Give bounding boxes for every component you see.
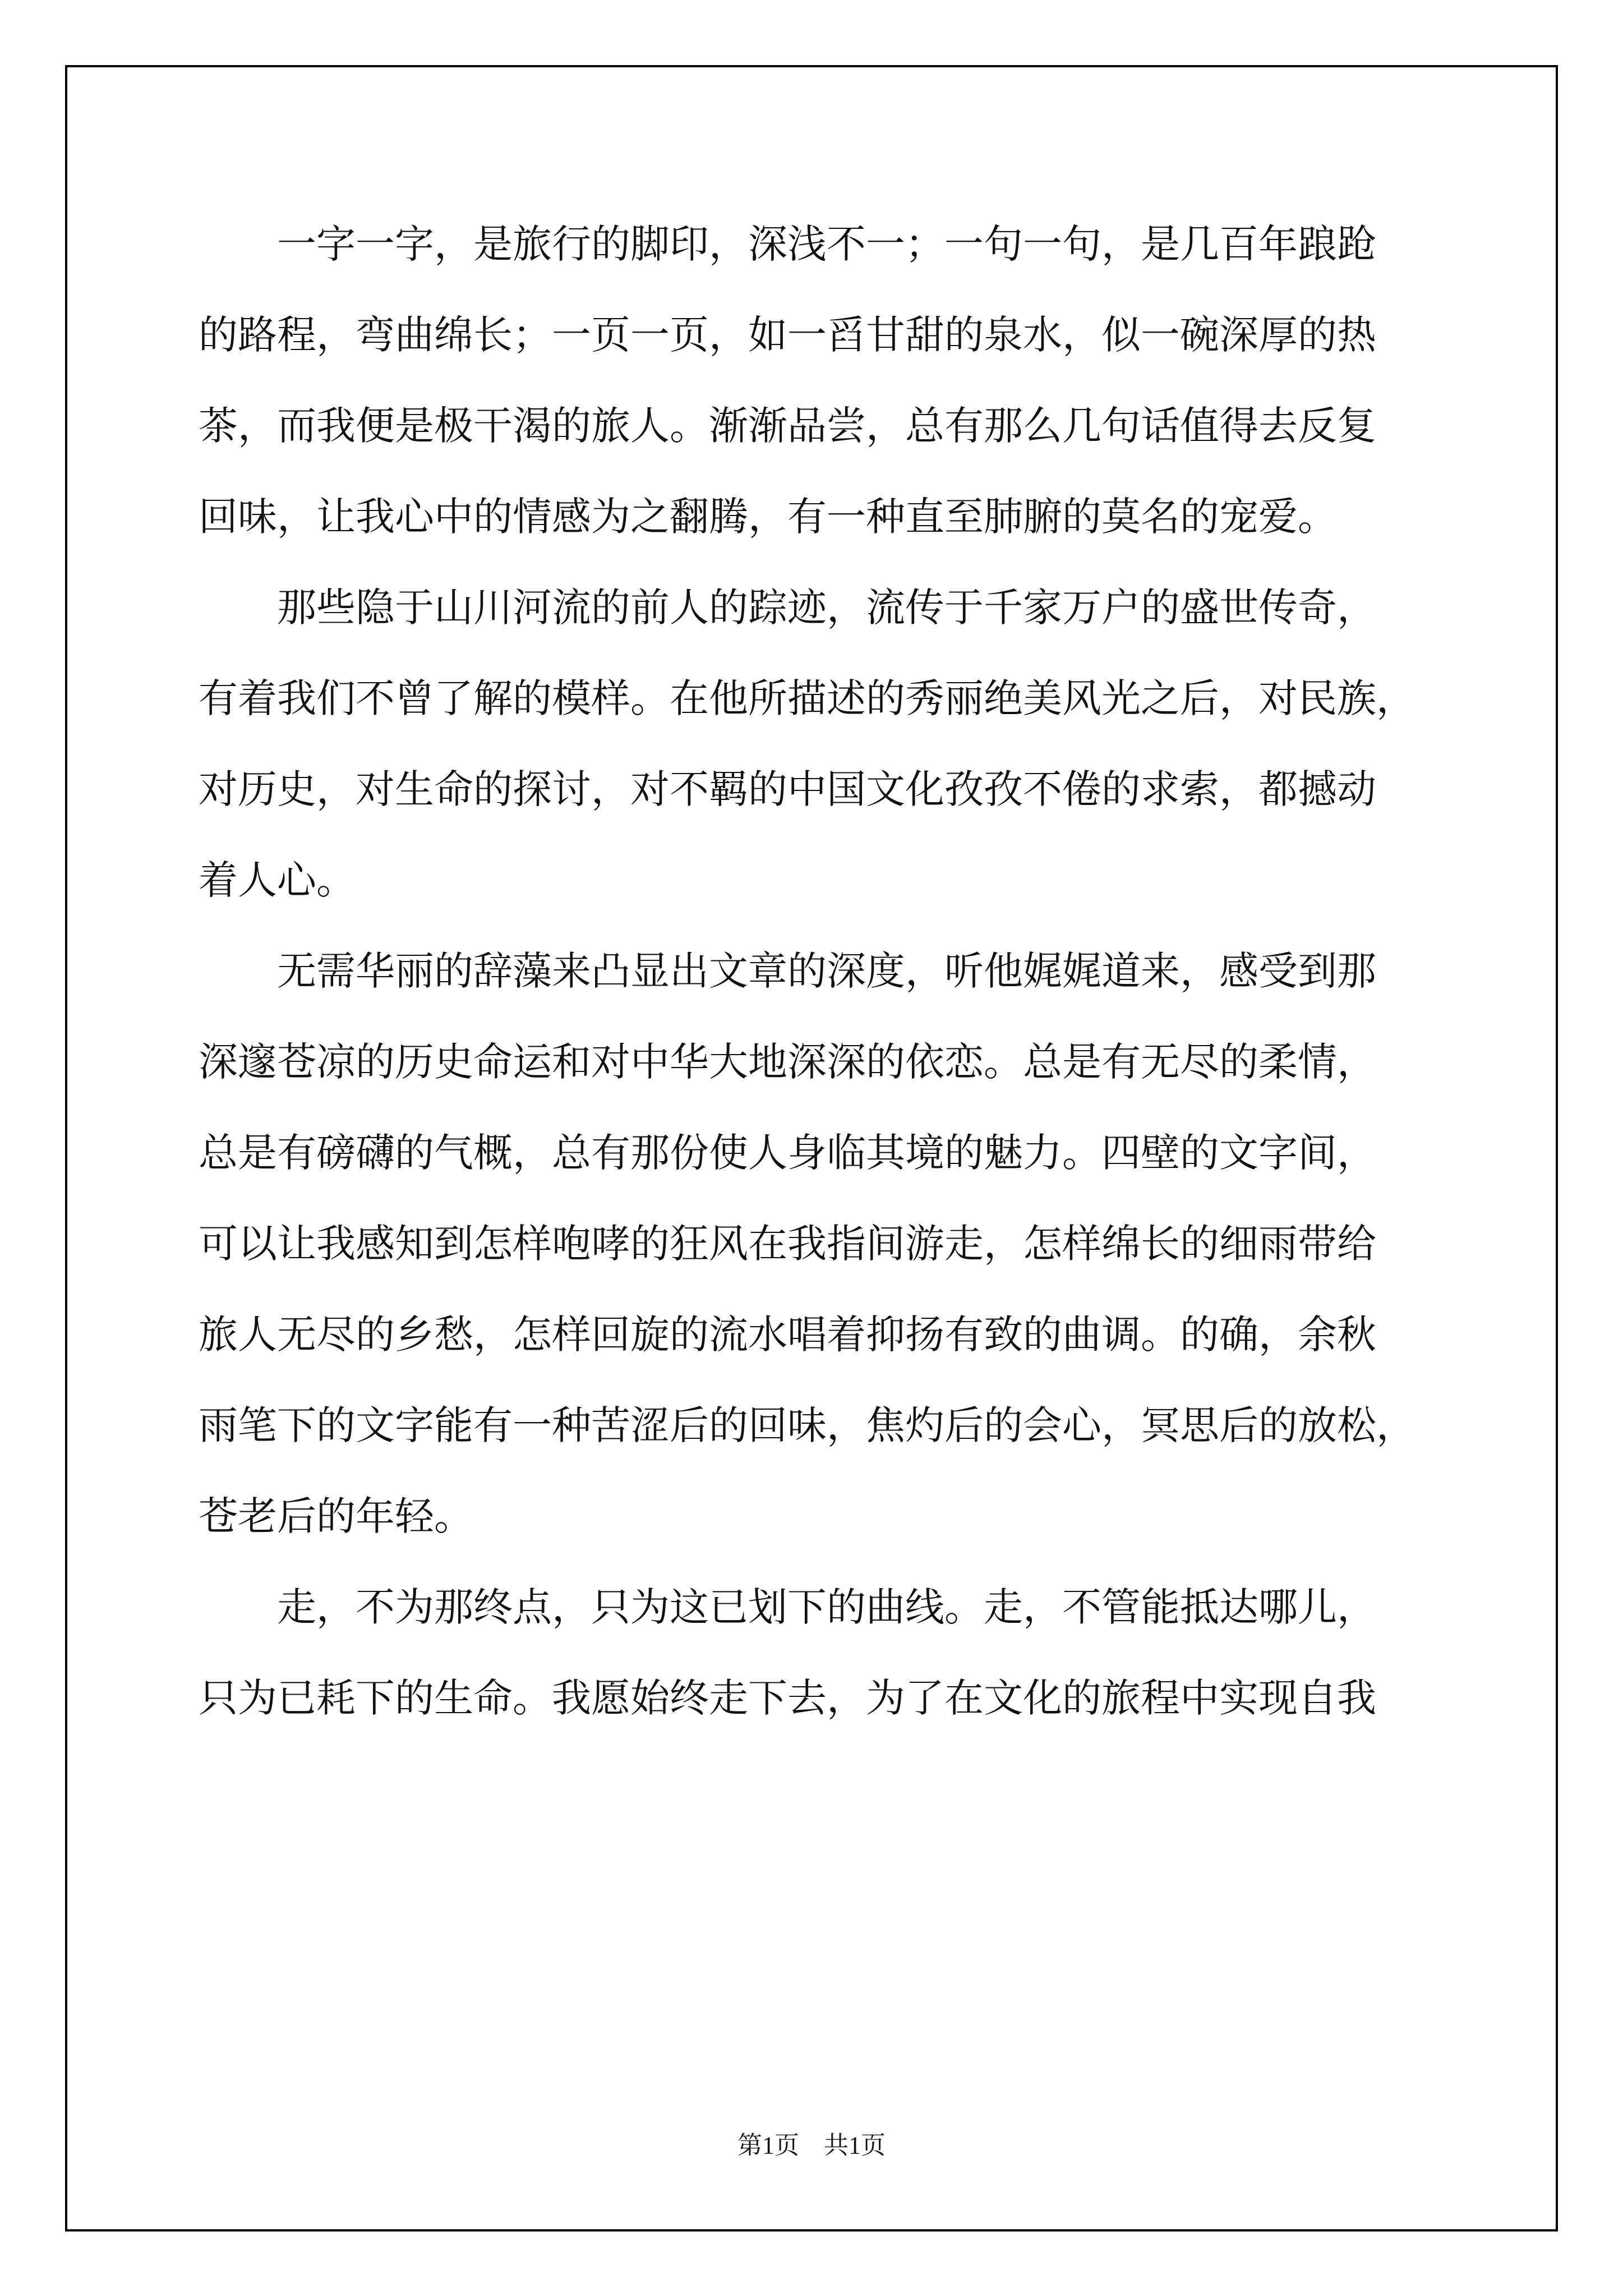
text-line: 苍老后的年轻。 (199, 1493, 473, 1539)
page-footer (0, 2125, 1623, 2161)
text-line: 那些隐于山川河流的前人的踪迹，流传于千家万户的盛世传奇， (277, 585, 1376, 631)
text-line: 着人心。 (199, 857, 356, 903)
text-line: 一字一字，是旅行的脚印，深浅不一；一句一句，是几百年踉跄 (277, 221, 1376, 267)
text-line: 深邃苍凉的历史命运和对中华大地深深的依恋。总是有无尽的柔情， (199, 1039, 1376, 1085)
document-body (199, 216, 1431, 1761)
text-line: 对历史，对生命的探讨，对不羁的中国文化孜孜不倦的求索，都撼动 (199, 766, 1376, 812)
page-number: 第1页 (737, 2132, 799, 2159)
page-total: 共1页 (824, 2132, 886, 2159)
text-line: 走，不为那终点，只为这已划下的曲线。走，不管能抵达哪儿， (277, 1584, 1376, 1630)
text-line: 有着我们不曾了解的模样。在他所描述的秀丽绝美风光之后，对民族， (199, 675, 1415, 721)
text-line: 只为已耗下的生命。我愿始终走下去，为了在文化的旅程中实现自我 (199, 1675, 1376, 1721)
text-line: 总是有磅礴的气概，总有那份使人身临其境的魅力。四壁的文字间， (199, 1130, 1376, 1176)
paragraph-1 (199, 216, 1431, 579)
paragraph-4 (199, 1579, 1431, 1761)
paragraph-3 (199, 943, 1431, 1579)
text-line: 茶，而我便是极干渴的旅人。渐渐品尝，总有那么几句话值得去反复 (199, 403, 1376, 449)
text-line: 的路程，弯曲绵长；一页一页，如一舀甘甜的泉水，似一碗深厚的热 (199, 312, 1376, 358)
text-line: 可以让我感知到怎样咆哮的狂风在我指间游走，怎样绵长的细雨带给 (199, 1221, 1376, 1267)
text-line: 回味，让我心中的情感为之翻腾，有一种直至肺腑的莫名的宠爱。 (199, 494, 1337, 540)
paragraph-2 (199, 579, 1431, 943)
text-line: 雨笔下的文字能有一种苦涩后的回味，焦灼后的会心，冥思后的放松， (199, 1402, 1415, 1448)
text-line: 无需华丽的辞藻来凸显出文章的深度，听他娓娓道来，感受到那 (277, 948, 1376, 994)
text-line: 旅人无尽的乡愁，怎样回旋的流水唱着抑扬有致的曲调。的确，余秋 (199, 1312, 1376, 1358)
